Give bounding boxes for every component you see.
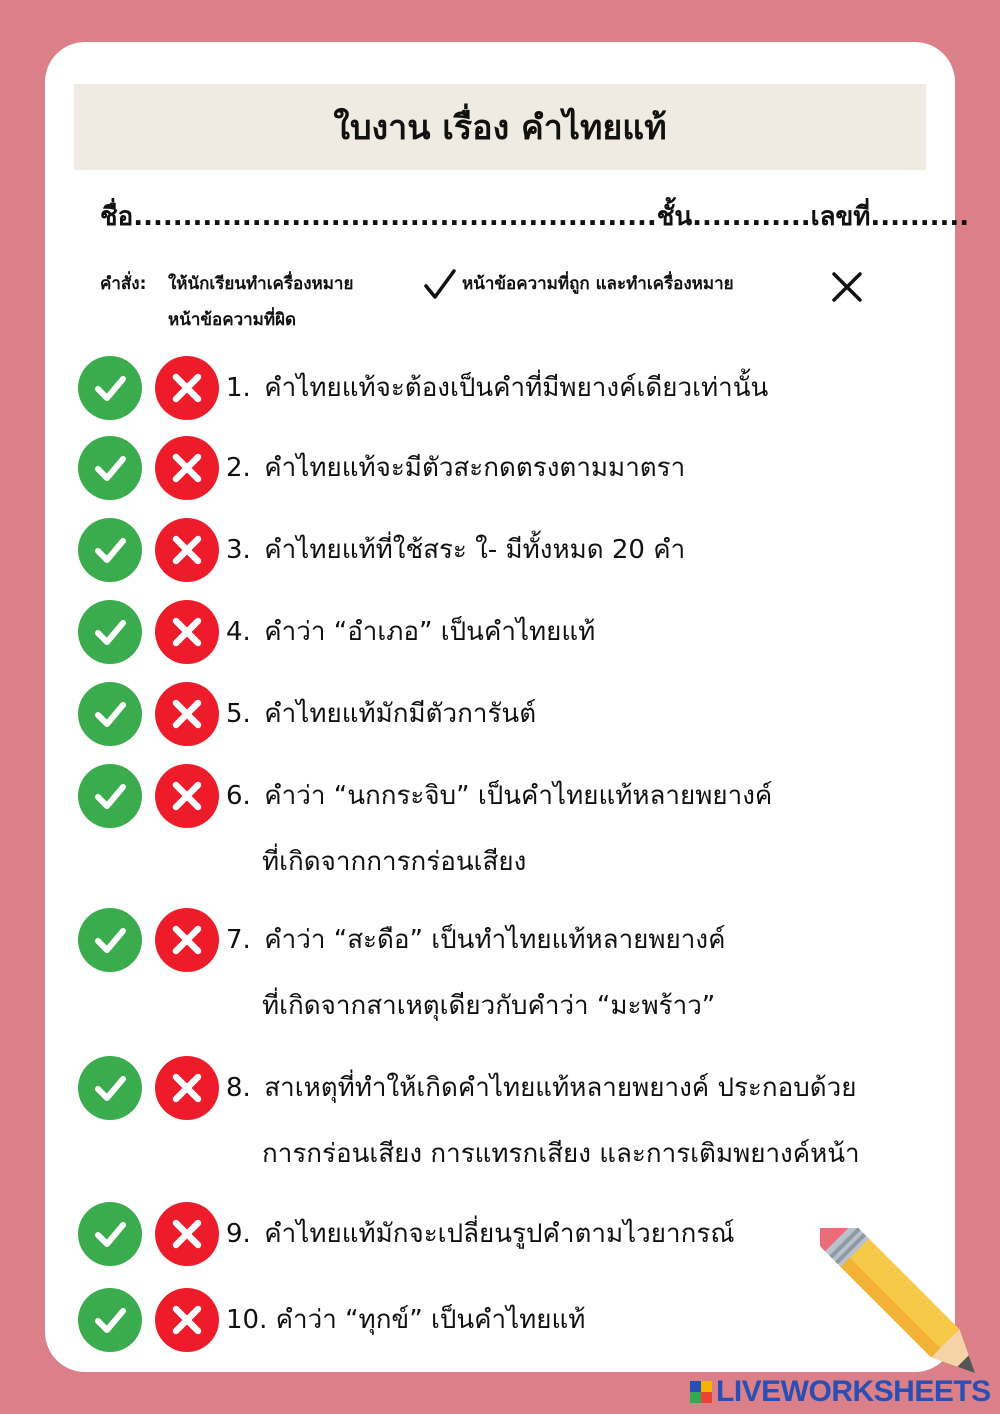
question-number: 9. xyxy=(226,1219,251,1249)
mark-wrong-button[interactable] xyxy=(155,518,219,582)
mark-wrong-button[interactable] xyxy=(155,764,219,828)
question-number: 1. xyxy=(226,373,251,403)
cross-icon xyxy=(167,776,207,816)
question-text xyxy=(226,368,946,408)
question-text xyxy=(226,776,946,882)
instructions-part1: ให้นักเรียนทำเครื่องหมาย xyxy=(168,274,354,294)
question-number: 6. xyxy=(226,781,251,811)
cross-icon xyxy=(828,268,866,306)
question-number: 2. xyxy=(226,453,251,483)
mark-wrong-button[interactable] xyxy=(155,908,219,972)
check-icon xyxy=(422,266,458,302)
mark-correct-button[interactable] xyxy=(78,356,142,420)
cross-icon xyxy=(167,694,207,734)
liveworksheets-logo-icon xyxy=(690,1381,712,1403)
question-line1: คำไทยแท้ที่ใช้สระ ใ- มีทั้งหมด 20 คำ xyxy=(264,535,686,565)
mark-wrong-button[interactable] xyxy=(155,1288,219,1352)
instructions-label: คำสั่ง: xyxy=(100,274,147,294)
question-line1: คำไทยแท้มักมีตัวการันต์ xyxy=(264,699,537,729)
check-icon xyxy=(90,1214,130,1254)
question-number: 8. xyxy=(226,1073,251,1103)
mark-wrong-button[interactable] xyxy=(155,1056,219,1120)
mark-correct-button[interactable] xyxy=(78,1056,142,1120)
brand-name: LIVEWORKSHEETS xyxy=(716,1375,991,1408)
question-line1: คำไทยแท้มักจะเปลี่ยนรูปคำตามไวยากรณ์ xyxy=(264,1219,735,1249)
cross-icon xyxy=(167,448,207,488)
question-number: 4. xyxy=(226,617,251,647)
instructions-part2: หน้าข้อความที่ถูก และทำเครื่องหมาย xyxy=(462,274,734,294)
mark-correct-button[interactable] xyxy=(78,436,142,500)
check-icon xyxy=(90,776,130,816)
cross-icon xyxy=(167,368,207,408)
question-line2: ที่เกิดจากการกร่อนเสียง xyxy=(262,847,527,877)
question-text xyxy=(226,920,946,1026)
check-icon xyxy=(90,920,130,960)
question-text xyxy=(226,1068,946,1174)
check-icon xyxy=(90,694,130,734)
mark-wrong-button[interactable] xyxy=(155,436,219,500)
question-line2: ที่เกิดจากสาเหตุเดียวกับคำว่า “มะพร้าว” xyxy=(262,991,716,1021)
question-number: 5. xyxy=(226,699,251,729)
cross-icon xyxy=(167,1300,207,1340)
mark-correct-button[interactable] xyxy=(78,908,142,972)
cross-icon xyxy=(167,1214,207,1254)
cross-icon xyxy=(167,920,207,960)
question-line1: สาเหตุที่ทำให้เกิดคำไทยแท้หลายพยางค์ ประกอบด้วย xyxy=(264,1073,857,1103)
mark-correct-button[interactable] xyxy=(78,518,142,582)
check-icon xyxy=(90,612,130,652)
mark-wrong-button[interactable] xyxy=(155,356,219,420)
check-icon xyxy=(90,368,130,408)
question-line2: การกร่อนเสียง การแทรกเสียง และการเติมพยางค์หน้า xyxy=(262,1139,860,1169)
mark-wrong-button[interactable] xyxy=(155,682,219,746)
mark-wrong-button[interactable] xyxy=(155,600,219,664)
question-number: 7. xyxy=(226,925,251,955)
check-icon xyxy=(90,1300,130,1340)
question-line1: คำว่า “อำเภอ” เป็นคำไทยแท้ xyxy=(264,617,596,647)
question-line1: คำว่า “นกกระจิบ” เป็นคำไทยแท้หลายพยางค์ xyxy=(264,781,773,811)
cross-icon xyxy=(167,1068,207,1108)
question-text xyxy=(226,612,946,652)
question-number: 10. xyxy=(226,1305,268,1335)
cross-icon xyxy=(167,530,207,570)
mark-correct-button[interactable] xyxy=(78,600,142,664)
question-line1: คำไทยแท้จะต้องเป็นคำที่มีพยางค์เดียวเท่านั้น xyxy=(264,373,769,403)
mark-correct-button[interactable] xyxy=(78,682,142,746)
question-text xyxy=(226,448,946,488)
student-info-line: ชื่อ.....................................................ชั้น............เลขที่.......... xyxy=(100,202,970,232)
mark-correct-button[interactable] xyxy=(78,1202,142,1266)
question-line1: คำไทยแท้จะมีตัวสะกดตรงตามมาตรา xyxy=(264,453,686,483)
liveworksheets-logo xyxy=(690,1375,991,1408)
question-text xyxy=(226,530,946,570)
mark-wrong-button[interactable] xyxy=(155,1202,219,1266)
question-line1: คำว่า “สะดือ” เป็นทำไทยแท้หลายพยางค์ xyxy=(264,925,726,955)
mark-correct-button[interactable] xyxy=(78,764,142,828)
check-icon xyxy=(90,530,130,570)
cross-icon xyxy=(167,612,207,652)
mark-correct-button[interactable] xyxy=(78,1288,142,1352)
worksheet-title: ใบงาน เรื่อง คำไทยแท้ xyxy=(74,84,926,170)
check-icon xyxy=(90,448,130,488)
pencil-icon xyxy=(820,1228,1000,1388)
check-icon xyxy=(90,1068,130,1108)
instructions-part3: หน้าข้อความที่ผิด xyxy=(168,310,297,330)
question-line1: คำว่า “ทุกข์” เป็นคำไทยแท้ xyxy=(275,1305,586,1335)
question-text xyxy=(226,694,946,734)
question-number: 3. xyxy=(226,535,251,565)
